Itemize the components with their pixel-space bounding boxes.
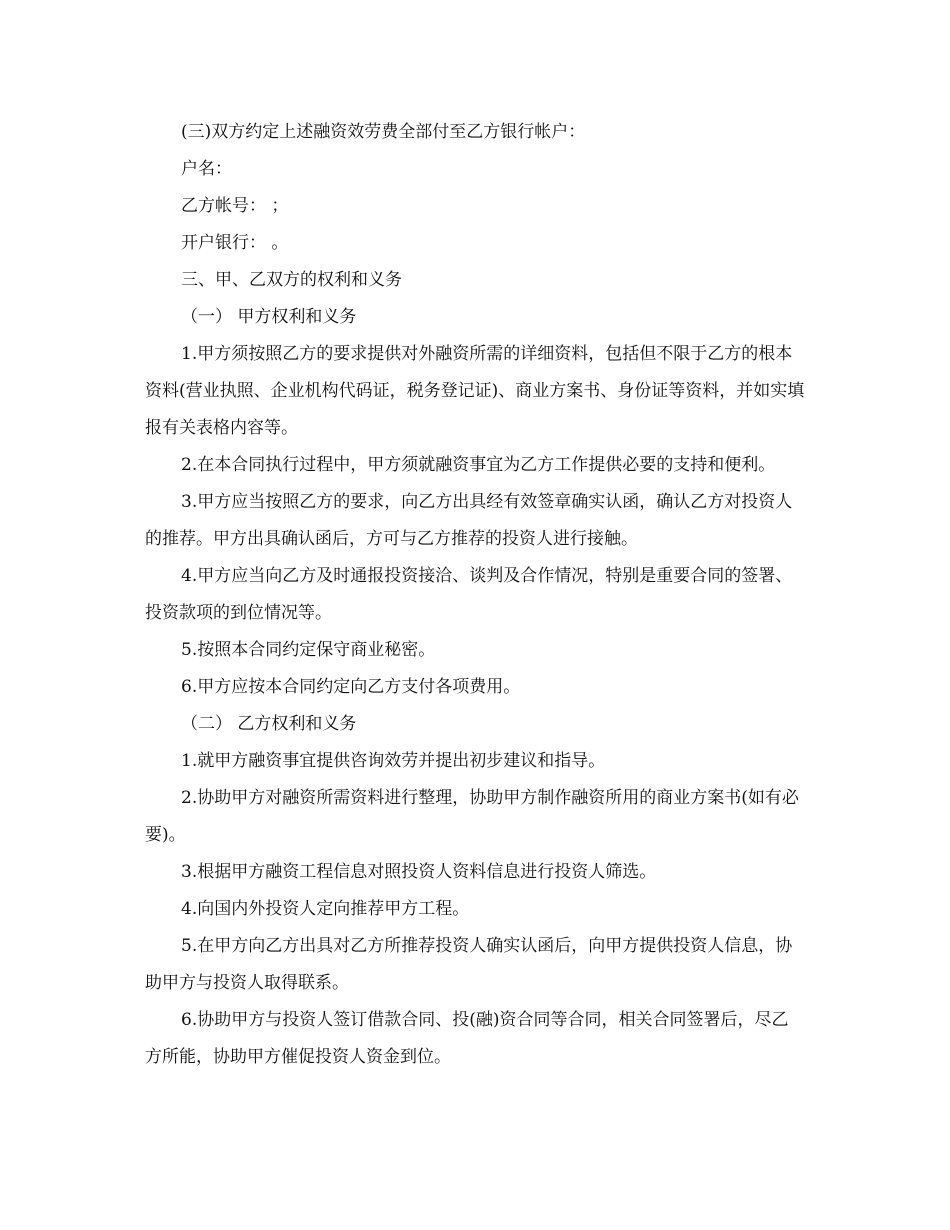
party-b-clause-1: 1.就甲方融资事宜提供咨询效劳并提出初步建议和指导。 [181,751,606,771]
paragraph-payment-account: (三)双方约定上述融资效劳费全部付至乙方银行帐户： [181,122,586,142]
paragraph-account-name: 户名： [181,159,232,179]
section-heading-rights-obligations: 三、甲、乙双方的权利和义务 [181,270,402,290]
party-b-clause-2: 2.协助甲方对融资所需资料进行整理，协助甲方制作融资所用的商业方案书(如有必要)。 [145,788,799,845]
party-a-clause-6: 6.甲方应按本合同约定向乙方支付各项费用。 [181,677,521,697]
subsection-heading-party-b: （二） 乙方权利和义务 [181,714,357,734]
party-b-clause-5: 5.在甲方向乙方出具对乙方所推荐投资人确实认函后，向甲方提供投资人信息，协助甲方与投资人取得联系。 [145,936,793,993]
paragraph-account-number: 乙方帐号： ； [181,196,289,216]
party-b-clause-4: 4.向国内外投资人定向推荐甲方工程。 [181,899,470,919]
paragraph-bank: 开户银行： 。 [181,233,289,253]
party-a-clause-4: 4.甲方应当向乙方及时通报投资接洽、谈判及合作情况，特别是重要合同的签署、投资款项的到位情况等。 [145,566,793,623]
subsection-heading-party-a: （一） 甲方权利和义务 [181,307,357,327]
party-b-clause-6: 6.协助甲方与投资人签订借款合同、投(融)资合同等合同，相关合同签署后，尽乙方所能，协助甲方催促投资人资金到位。 [145,1010,789,1067]
document-body [145,114,805,1076]
party-a-clause-3: 3.甲方应当按照乙方的要求，向乙方出具经有效签章确实认函，确认乙方对投资人的推荐。甲方出具确认函后，方可与乙方推荐的投资人进行接触。 [145,492,793,549]
party-b-clause-3: 3.根据甲方融资工程信息对照投资人资料信息进行投资人筛选。 [181,862,657,882]
party-a-clause-2: 2.在本合同执行过程中，甲方须就融资事宜为乙方工作提供必要的支持和便利。 [181,455,776,475]
party-a-clause-1: 1.甲方须按照乙方的要求提供对外融资所需的详细资料，包括但不限于乙方的根本资料(营业执照、企业机构代码证，税务登记证)、商业方案书、身份证等资料，并如实填报有关表格内容等。 [145,344,805,438]
party-a-clause-5: 5.按照本合同约定保守商业秘密。 [181,640,436,660]
